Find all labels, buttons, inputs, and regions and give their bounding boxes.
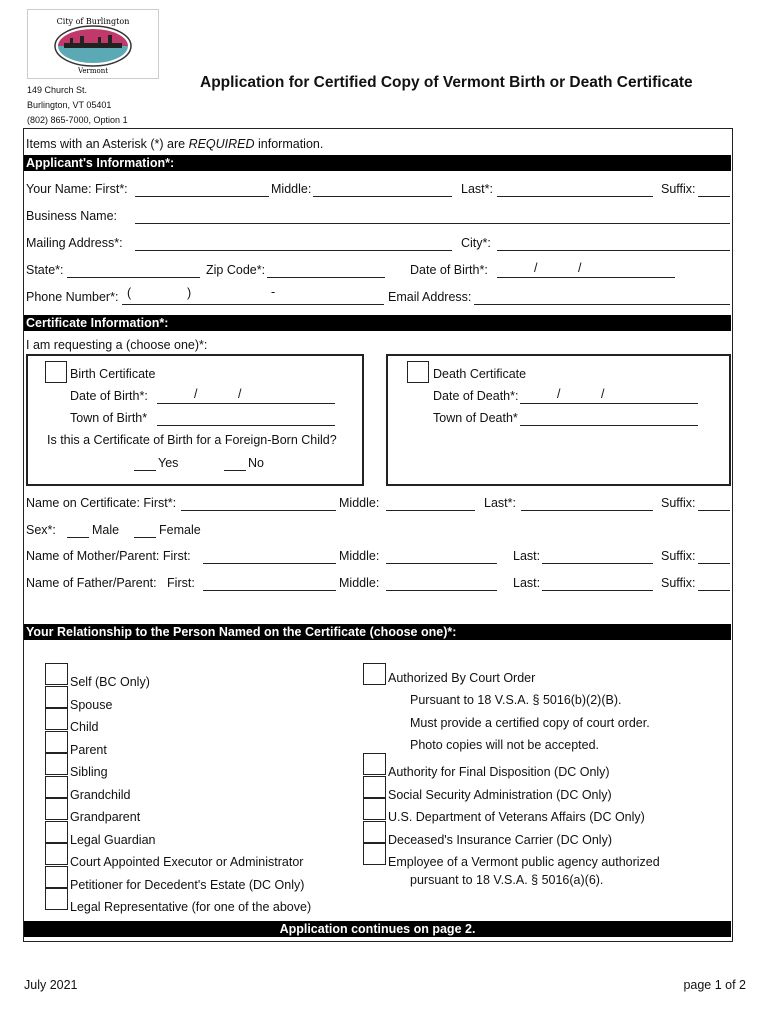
mother-last-field[interactable] [542, 563, 653, 564]
public-agency-note: pursuant to 18 V.S.A. § 5016(a)(6). [410, 873, 604, 887]
continues-text: Application continues on page 2. [279, 922, 476, 936]
foreign-no-label: No [248, 456, 264, 470]
certificate-heading: Certificate Information*: [24, 315, 731, 331]
option-label: Deceased's Insurance Carrier (DC Only) [388, 832, 612, 847]
left-option-labels [70, 671, 311, 919]
address-line: (802) 865-7000, Option 1 [27, 115, 128, 125]
birth-date-slash: / [194, 387, 198, 401]
business-name-label: Business Name: [26, 209, 118, 223]
option-label: Social Security Administration (DC Only) [388, 787, 612, 802]
your-name-middle-label: Middle: [271, 182, 312, 196]
name-on-cert-suffix-field[interactable] [698, 510, 730, 511]
required-note-prefix: Items with an Asterisk (*) are [26, 137, 189, 151]
address-line: 149 Church St. [27, 85, 88, 95]
phone-field[interactable] [122, 304, 384, 305]
applicant-heading: Applicant's Information*: [24, 155, 731, 171]
death-town-field[interactable] [520, 425, 698, 426]
option-label: Legal Guardian [70, 832, 156, 847]
your-name-middle-field[interactable] [313, 196, 452, 197]
relationship-checkbox-court-order[interactable] [363, 663, 386, 685]
your-name-suffix-label: Suffix: [661, 182, 696, 196]
birth-date-slash: / [238, 387, 242, 401]
relationship-checkbox-sibling[interactable] [45, 753, 68, 775]
option-label: Authority for Final Disposition (DC Only) [388, 765, 610, 779]
father-last-label: Last: [513, 576, 541, 590]
relationship-checkbox-va[interactable] [363, 798, 386, 820]
email-label: Email Address: [388, 290, 472, 304]
relationship-checkbox-legal-guardian[interactable] [45, 821, 68, 843]
right-option-labels [388, 761, 660, 874]
dob-slash: / [534, 261, 538, 275]
your-name-last-field[interactable] [497, 196, 653, 197]
your-name-last-label: Last*: [461, 182, 493, 196]
mother-first-field[interactable] [203, 563, 336, 564]
relationship-checkbox-insurance[interactable] [363, 821, 386, 843]
name-on-cert-label: Name on Certificate: First*: [26, 496, 177, 510]
name-on-cert-suffix-label: Suffix: [661, 496, 696, 510]
sex-male-field[interactable] [67, 537, 89, 538]
birth-date-field[interactable] [157, 403, 335, 404]
dob-slash: / [578, 261, 582, 275]
option-label: Spouse [70, 697, 113, 712]
father-middle-field[interactable] [386, 590, 497, 591]
option-label: Self (BC Only) [70, 675, 150, 689]
mother-middle-field[interactable] [386, 563, 497, 564]
birth-certificate-checkbox[interactable] [45, 361, 67, 383]
required-note-emphasis: REQUIRED [188, 137, 255, 151]
state-label: State*: [26, 263, 64, 277]
court-order-note: Photo copies will not be accepted. [410, 738, 600, 752]
father-last-field[interactable] [542, 590, 653, 591]
zip-label: Zip Code*: [206, 263, 266, 277]
foreign-yes-field[interactable] [134, 470, 156, 471]
your-name-first-field[interactable] [135, 196, 269, 197]
court-order-label: Authorized By Court Order [388, 671, 536, 685]
name-on-cert-last-label: Last*: [484, 496, 516, 510]
footer-date: July 2021 [24, 978, 78, 992]
father-suffix-field[interactable] [698, 590, 730, 591]
birth-town-field[interactable] [157, 425, 335, 426]
relationship-checkbox-spouse[interactable] [45, 686, 68, 708]
death-certificate-checkbox[interactable] [407, 361, 429, 383]
relationship-heading: Your Relationship to the Person Named on the Certificate (choose one)*: [24, 624, 731, 640]
zip-field[interactable] [267, 277, 385, 278]
relationship-checkbox-executor[interactable] [45, 843, 68, 865]
relationship-checkbox-legal-rep[interactable] [45, 888, 68, 910]
birth-town-label: Town of Birth* [70, 411, 148, 425]
relationship-checkbox-grandparent[interactable] [45, 798, 68, 820]
sex-female-label: Female [159, 523, 201, 537]
sex-label: Sex*: [26, 523, 56, 537]
dob-field[interactable] [497, 277, 675, 278]
relationship-checkbox-public-agency[interactable] [363, 843, 386, 865]
dob-label: Date of Birth*: [410, 263, 488, 277]
state-field[interactable] [67, 277, 200, 278]
option-label: U.S. Department of Veterans Affairs (DC Only) [388, 810, 645, 824]
relationship-checkbox-parent[interactable] [45, 731, 68, 753]
father-name-label: Name of Father/Parent: First: [26, 576, 195, 590]
city-seal-logo [27, 9, 159, 79]
address-line: Burlington, VT 05401 [27, 100, 112, 110]
right-checkbox-column [363, 753, 386, 868]
court-order-note: Pursuant to 18 V.S.A. § 5016(b)(2)(B). [410, 693, 622, 707]
email-field[interactable] [474, 304, 730, 305]
footer-page-number: page 1 of 2 [683, 978, 746, 992]
option-label: Parent [70, 742, 107, 757]
death-date-slash: / [557, 387, 561, 401]
option-label: Grandparent [70, 810, 141, 824]
name-on-cert-first-field[interactable] [181, 510, 336, 511]
phone-dash: - [271, 285, 276, 299]
option-label: Child [70, 720, 99, 734]
city-field[interactable] [497, 250, 730, 251]
father-first-field[interactable] [203, 590, 336, 591]
name-on-cert-middle-field[interactable] [386, 510, 475, 511]
mother-last-label: Last: [513, 549, 541, 563]
continues-banner [24, 921, 731, 937]
page-title: Application for Certified Copy of Vermont Birth or Death Certificate [200, 74, 693, 91]
relationship-checkbox-self[interactable] [45, 663, 68, 685]
father-suffix-label: Suffix: [661, 576, 696, 590]
option-label: Court Appointed Executor or Administrator [70, 855, 304, 869]
mother-suffix-label: Suffix: [661, 549, 696, 563]
your-name-first-label: Your Name: First*: [26, 182, 128, 196]
mailing-address-field[interactable] [135, 250, 452, 251]
name-on-cert-middle-label: Middle: [339, 496, 380, 510]
relationship-checkbox-child[interactable] [45, 708, 68, 730]
sex-female-field[interactable] [134, 537, 156, 538]
foreign-born-question: Is this a Certificate of Birth for a Foreign-Born Child? [47, 433, 337, 447]
mother-middle-label: Middle: [339, 549, 380, 563]
death-date-label: Date of Death*: [433, 389, 519, 403]
logo-text-top: City of Burlington [56, 17, 130, 26]
relationship-checkbox-final-disposition[interactable] [363, 753, 386, 775]
city-label: City*: [461, 236, 491, 250]
option-label: Grandchild [70, 787, 131, 802]
birth-date-label: Date of Birth*: [70, 389, 148, 403]
phone-label: Phone Number*: [26, 290, 119, 304]
business-name-field[interactable] [135, 223, 730, 224]
mailing-address-label: Mailing Address*: [26, 236, 123, 250]
mother-name-label: Name of Mother/Parent: First: [26, 549, 191, 563]
court-order-note: Must provide a certified copy of court order. [410, 716, 650, 730]
death-date-slash: / [601, 387, 605, 401]
address-block [27, 83, 128, 128]
option-label: Petitioner for Decedent's Estate (DC Only) [70, 877, 305, 892]
relationship-checkbox-ssa[interactable] [363, 776, 386, 798]
relationship-checkbox-grandchild[interactable] [45, 776, 68, 798]
death-certificate-label: Death Certificate [433, 367, 527, 381]
your-name-suffix-field[interactable] [698, 196, 730, 197]
mother-suffix-field[interactable] [698, 563, 730, 564]
father-middle-label: Middle: [339, 576, 380, 590]
relationship-checkbox-petitioner[interactable] [45, 866, 68, 888]
foreign-yes-label: Yes [158, 456, 179, 470]
required-note [26, 137, 323, 151]
required-note-suffix: information. [254, 137, 324, 151]
phone-paren-open: ( [127, 286, 132, 300]
option-label: Legal Representative (for one of the above) [70, 900, 312, 914]
death-date-field[interactable] [520, 403, 698, 404]
logo-text-bottom: Vermont [77, 67, 109, 75]
birth-certificate-label: Birth Certificate [70, 367, 156, 381]
death-town-label: Town of Death* [433, 411, 518, 425]
requesting-label: I am requesting a (choose one)*: [26, 338, 208, 352]
sex-male-label: Male [92, 523, 120, 537]
name-on-cert-last-field[interactable] [521, 510, 653, 511]
phone-paren-close: ) [187, 286, 192, 300]
option-label: Sibling [70, 765, 108, 779]
foreign-no-field[interactable] [224, 470, 246, 471]
option-label: Employee of a Vermont public agency authorized [388, 855, 660, 869]
left-checkbox-column [45, 663, 68, 913]
